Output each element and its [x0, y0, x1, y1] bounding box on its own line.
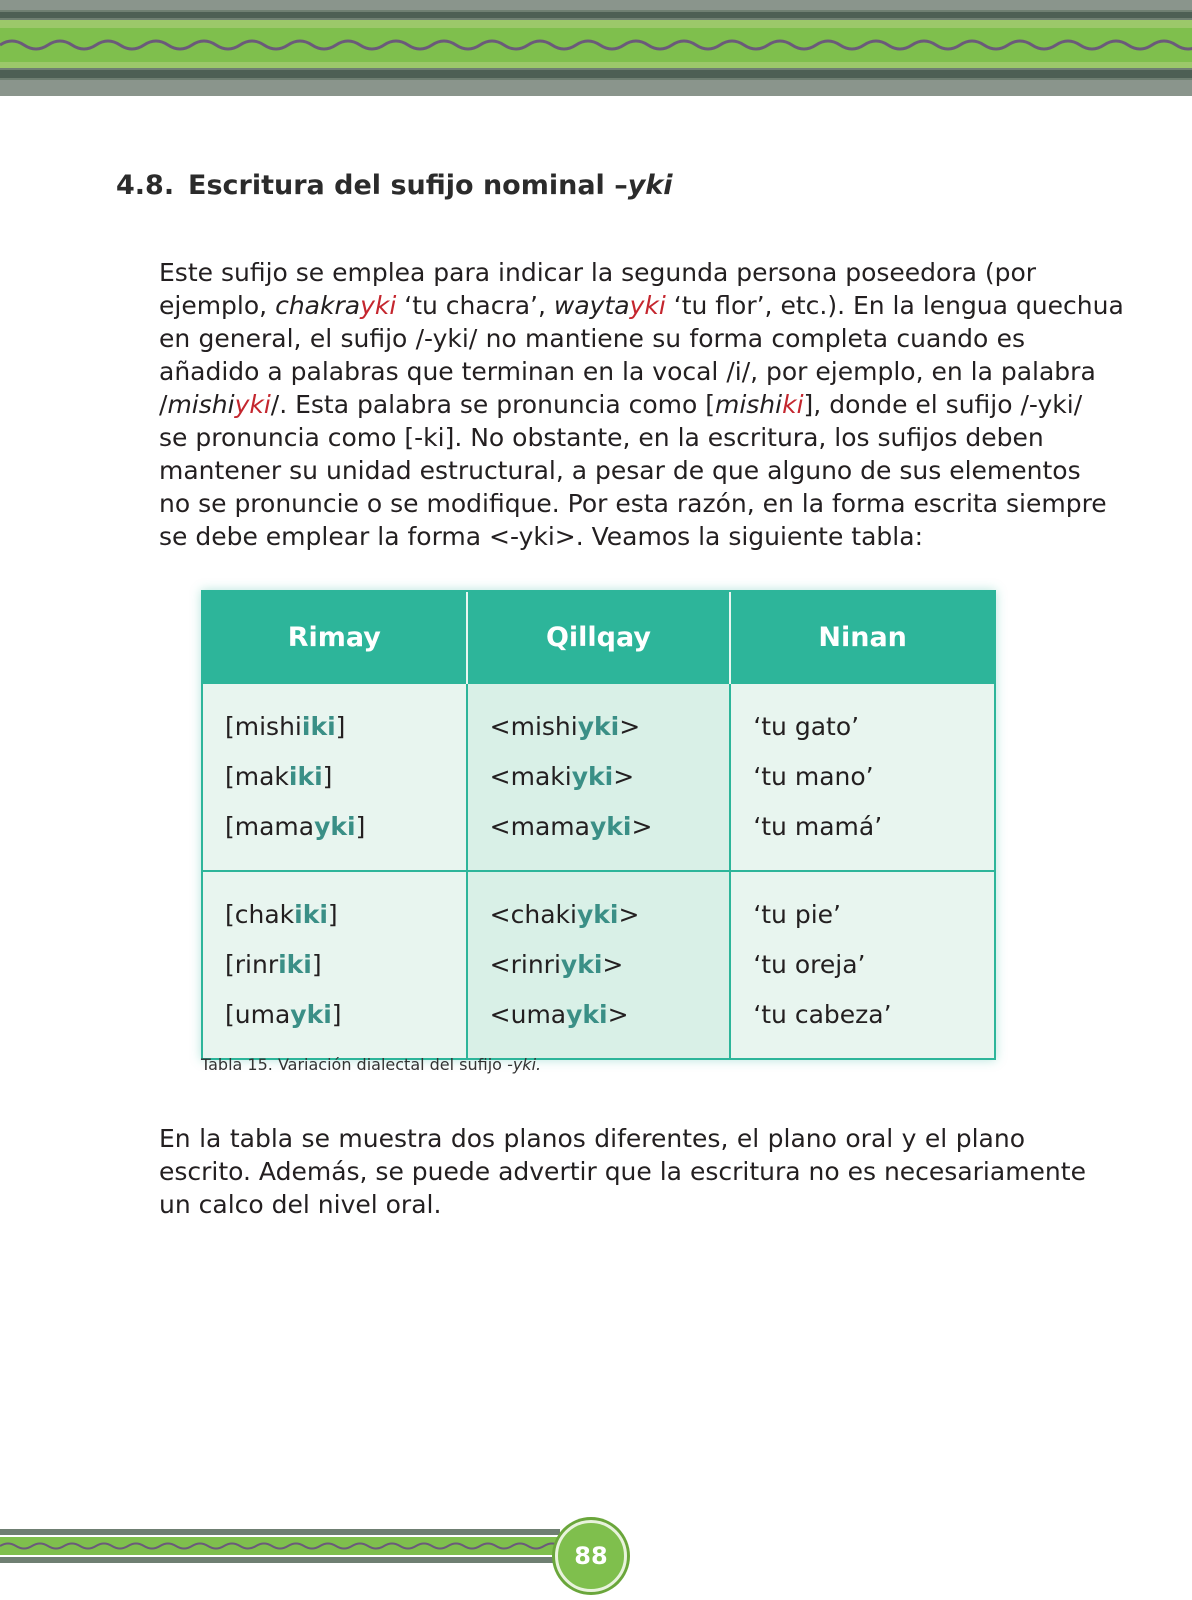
qillqay-entry: <chakiyki>	[489, 900, 640, 929]
italic-word: chakra	[275, 291, 361, 320]
paragraph-line: no se pronuncie o se modifique. Por esta razón, en la forma escrita siempre	[159, 489, 1107, 518]
text-segment: /. Esta palabra se pronuncia como [	[270, 390, 715, 419]
rimay-entry: [umayki]	[225, 1000, 342, 1029]
closing-paragraph	[159, 1122, 1086, 1221]
red-suffix: yki	[360, 291, 397, 320]
section-number: 4.8.	[116, 170, 175, 201]
table-row	[203, 683, 994, 871]
red-suffix: yki	[629, 291, 666, 320]
italic-word: mishi	[167, 390, 235, 419]
paragraph-line: añadido a palabras que terminan en la vocal /i/, por ejemplo, en la palabra	[159, 357, 1096, 386]
rimay-cell	[203, 871, 467, 1058]
paragraph-line: escrito. Además, se puede advertir que la escritura no es necesariamente	[159, 1157, 1086, 1186]
column-header-ninan: Ninan	[730, 592, 994, 683]
qillqay-entry: <makiyki>	[489, 762, 635, 791]
qillqay-entry: <umayki>	[489, 1000, 629, 1029]
paragraph-line: En la tabla se muestra dos planos diferentes, el plano oral y el plano	[159, 1124, 1025, 1153]
ninan-entry: ‘tu mano’	[753, 762, 874, 791]
rimay-entry: [mishiiki]	[225, 712, 346, 741]
text-segment: ‘tu flor’, etc.). En la lengua quechua	[665, 291, 1124, 320]
text-segment: ejemplo,	[159, 291, 276, 320]
red-suffix: ki	[782, 390, 804, 419]
column-header-rimay: Rimay	[203, 592, 467, 683]
qillqay-entry: <rinriyki>	[489, 950, 624, 979]
paragraph-line: se pronuncia como [-ki]. No obstante, en la escritura, los sufijos deben	[159, 423, 1044, 452]
paragraph-line: un calco del nivel oral.	[159, 1190, 442, 1219]
italic-word: wayta	[553, 291, 630, 320]
ninan-entry: ‘tu cabeza’	[753, 1000, 892, 1029]
page-number-badge: 88	[555, 1520, 627, 1592]
suffix-variation-table	[201, 590, 996, 1060]
rimay-entry: [rinriki]	[225, 950, 322, 979]
table-row	[203, 871, 994, 1058]
ninan-entry: ‘tu pie’	[753, 900, 841, 929]
ninan-entry: ‘tu mamá’	[753, 812, 883, 841]
intro-paragraph	[159, 256, 1124, 553]
paragraph-line: en general, el sufijo /-yki/ no mantiene su forma completa cuando es	[159, 324, 1025, 353]
text-segment: ‘tu chacra’,	[396, 291, 554, 320]
rimay-cell	[203, 683, 467, 871]
qillqay-cell	[467, 683, 731, 871]
text-segment: ], donde el sufijo /-yki/	[803, 390, 1083, 419]
paragraph-line: Este sufijo se emplea para indicar la segunda persona poseedora (por	[159, 258, 1037, 287]
rimay-entry: [mamayki]	[225, 812, 366, 841]
italic-word: mishi	[714, 390, 783, 419]
qillqay-cell	[467, 871, 731, 1058]
table-caption: Tabla 15. Variación dialectal del sufijo -yki.	[201, 1055, 542, 1074]
ninan-cell	[730, 683, 994, 871]
section-title-suffix: yki	[627, 170, 673, 201]
qillqay-entry: <mishiyki>	[489, 712, 641, 741]
rimay-entry: [chakiki]	[225, 900, 338, 929]
ninan-cell	[730, 871, 994, 1058]
paragraph-line: mantener su unidad estructural, a pesar de que alguno de sus elementos	[159, 456, 1081, 485]
section-heading	[116, 170, 673, 201]
section-title: Escritura del sufijo nominal –	[188, 170, 628, 201]
ninan-entry: ‘tu gato’	[753, 712, 860, 741]
red-suffix: yki	[234, 390, 271, 419]
rimay-entry: [makiki]	[225, 762, 333, 791]
qillqay-entry: <mamayki>	[489, 812, 653, 841]
paragraph-line: se debe emplear la forma <-yki>. Veamos la siguiente tabla:	[159, 522, 923, 551]
column-header-qillqay: Qillqay	[467, 592, 731, 683]
top-decorative-band	[0, 0, 1192, 96]
ninan-entry: ‘tu oreja’	[753, 950, 866, 979]
text-segment: /	[159, 390, 168, 419]
paragraph-line	[159, 289, 1124, 322]
paragraph-line	[159, 388, 1083, 421]
